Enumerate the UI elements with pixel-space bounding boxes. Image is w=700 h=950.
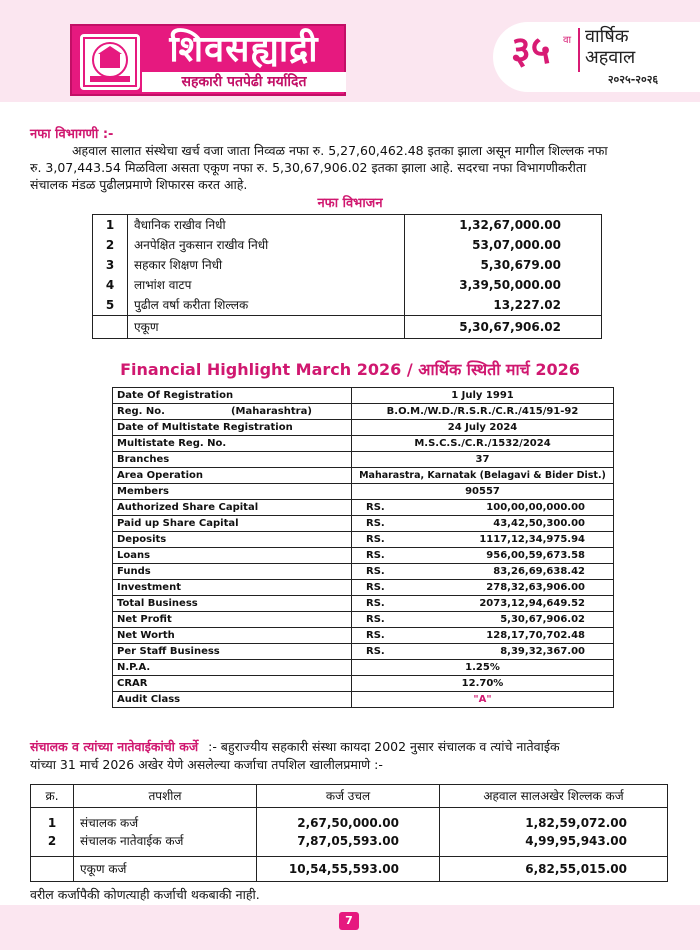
table-row: Funds RS. 83,26,69,638.42 (113, 564, 614, 580)
table-row: Date of Multistate Registration 24 July 2024 (113, 420, 614, 436)
table-row: 1 संचालक कर्ज 2,67,50,000.00 1,82,59,072.00 (31, 808, 668, 833)
brand-name: शिवसह्याद्री (169, 29, 319, 70)
profit-distribution-table (92, 214, 602, 339)
table-row: CRAR 12.70% (113, 676, 614, 692)
report-title: वार्षिक अहवाल (585, 26, 636, 68)
table-row: Deposits RS. 1117,12,34,975.94 (113, 532, 614, 548)
table-row: Area Operation Maharastra, Karnatak (Belagavi & Bider Dist.) (113, 468, 614, 484)
table-total-row: एकूण कर्ज 10,54,55,593.00 6,82,55,015.00 (31, 857, 668, 882)
table-row: Multistate Reg. No. M.S.C.S./C.R./1532/2024 (113, 436, 614, 452)
table-row: 3 सहकार शिक्षण निधी 5,30,679.00 (93, 255, 602, 275)
page-number: 7 (339, 912, 359, 930)
table-row: 1 वैधानिक राखीव निधी 1,32,67,000.00 (93, 215, 602, 236)
seal-icon (80, 34, 140, 90)
table-row: 5 पुढील वर्षा करीता शिल्लक 13,227.02 (93, 295, 602, 316)
table-row: 2 अनपेक्षित नुकसान राखीव निधी 53,07,000.00 (93, 235, 602, 255)
brand-logo (70, 24, 346, 96)
table-row: Investment RS. 278,32,63,906.00 (113, 580, 614, 596)
financial-highlight-table (112, 387, 614, 708)
profit-para-line3: संचालक मंडळ पुढीलप्रमाणे शिफारस करत आहे. (30, 177, 248, 192)
profit-heading: नफा विभागणी :- (30, 127, 114, 142)
loans-footnote: वरील कर्जापैकी कोणत्याही कर्जाची थकबाकी नाही. (30, 887, 260, 902)
annual-report-badge (493, 22, 700, 92)
table-header-row: क्र. तपशील कर्ज उचल अहवाल सालअखेर शिल्लक कर्ज (31, 785, 668, 808)
report-year: २०२५-२०२६ (607, 73, 659, 86)
loans-intro: संचालक व त्यांच्या नातेवाईकांची कर्जे :- बहुराज्यीय सहकारी संस्था कायदा 2002 नुसार संचालक व त्यांचे नातेवाईक (30, 739, 560, 754)
table-row: Audit Class "A" (113, 692, 614, 708)
table-row: N.P.A. 1.25% (113, 660, 614, 676)
table-row: Net Worth RS. 128,17,70,702.48 (113, 628, 614, 644)
table-row: Paid up Share Capital RS. 43,42,50,300.00 (113, 516, 614, 532)
table-total-row: एकूण 5,30,67,906.02 (93, 316, 602, 339)
divider (578, 28, 580, 72)
table-row: 2 संचालक नातेवाईक कर्ज 7,87,05,593.00 4,99,95,943.00 (31, 832, 668, 857)
table-row: Per Staff Business RS. 8,39,32,367.00 (113, 644, 614, 660)
table-row: Members 90557 (113, 484, 614, 500)
loans-intro-line2: यांच्या 31 मार्च 2026 अखेर येणे असलेल्या कर्जाचा तपशिल खालीलप्रमाणे :- (30, 757, 383, 772)
table-row: Authorized Share Capital RS. 100,00,00,000.00 (113, 500, 614, 516)
report-number: ३५ (511, 28, 551, 72)
table-row: Net Profit RS. 5,30,67,906.02 (113, 612, 614, 628)
table-row: Loans RS. 956,00,59,673.58 (113, 548, 614, 564)
profit-para-line2: रु. 3,07,443.54 मिळविला असता एकूण नफा रु. 5,30,67,906.02 इतका झाला आहे. सदरचा नफा विभागणीकरीता (30, 160, 587, 175)
profit-para-line1: अहवाल सालात संस्थेचा खर्च वजा जाता निव्वळ नफा रु. 5,27,60,462.48 इतका झाला असून मागील शिल्लक नफा (72, 143, 608, 158)
table-row: Date Of Registration 1 July 1991 (113, 388, 614, 404)
financial-highlight-title: Financial Highlight March 2026 / आर्थिक स्थिती मार्च 2026 (120, 360, 580, 379)
report-number-suffix: वा (563, 35, 572, 46)
brand-subtitle: सहकारी पतपेढी मर्यादित (142, 72, 346, 92)
table-row: Branches 37 (113, 452, 614, 468)
table-row: Reg. No. (Maharashtra) B.O.M./W.D./R.S.R./C.R./415/91-92 (113, 404, 614, 420)
loans-heading: संचालक व त्यांच्या नातेवाईकांची कर्जे (30, 739, 199, 754)
table-row: 4 लाभांश वाटप 3,39,50,000.00 (93, 275, 602, 295)
director-loans-table (30, 784, 668, 882)
table-row: Total Business RS. 2073,12,94,649.52 (113, 596, 614, 612)
profit-table-title: नफा विभाजन (317, 196, 383, 211)
